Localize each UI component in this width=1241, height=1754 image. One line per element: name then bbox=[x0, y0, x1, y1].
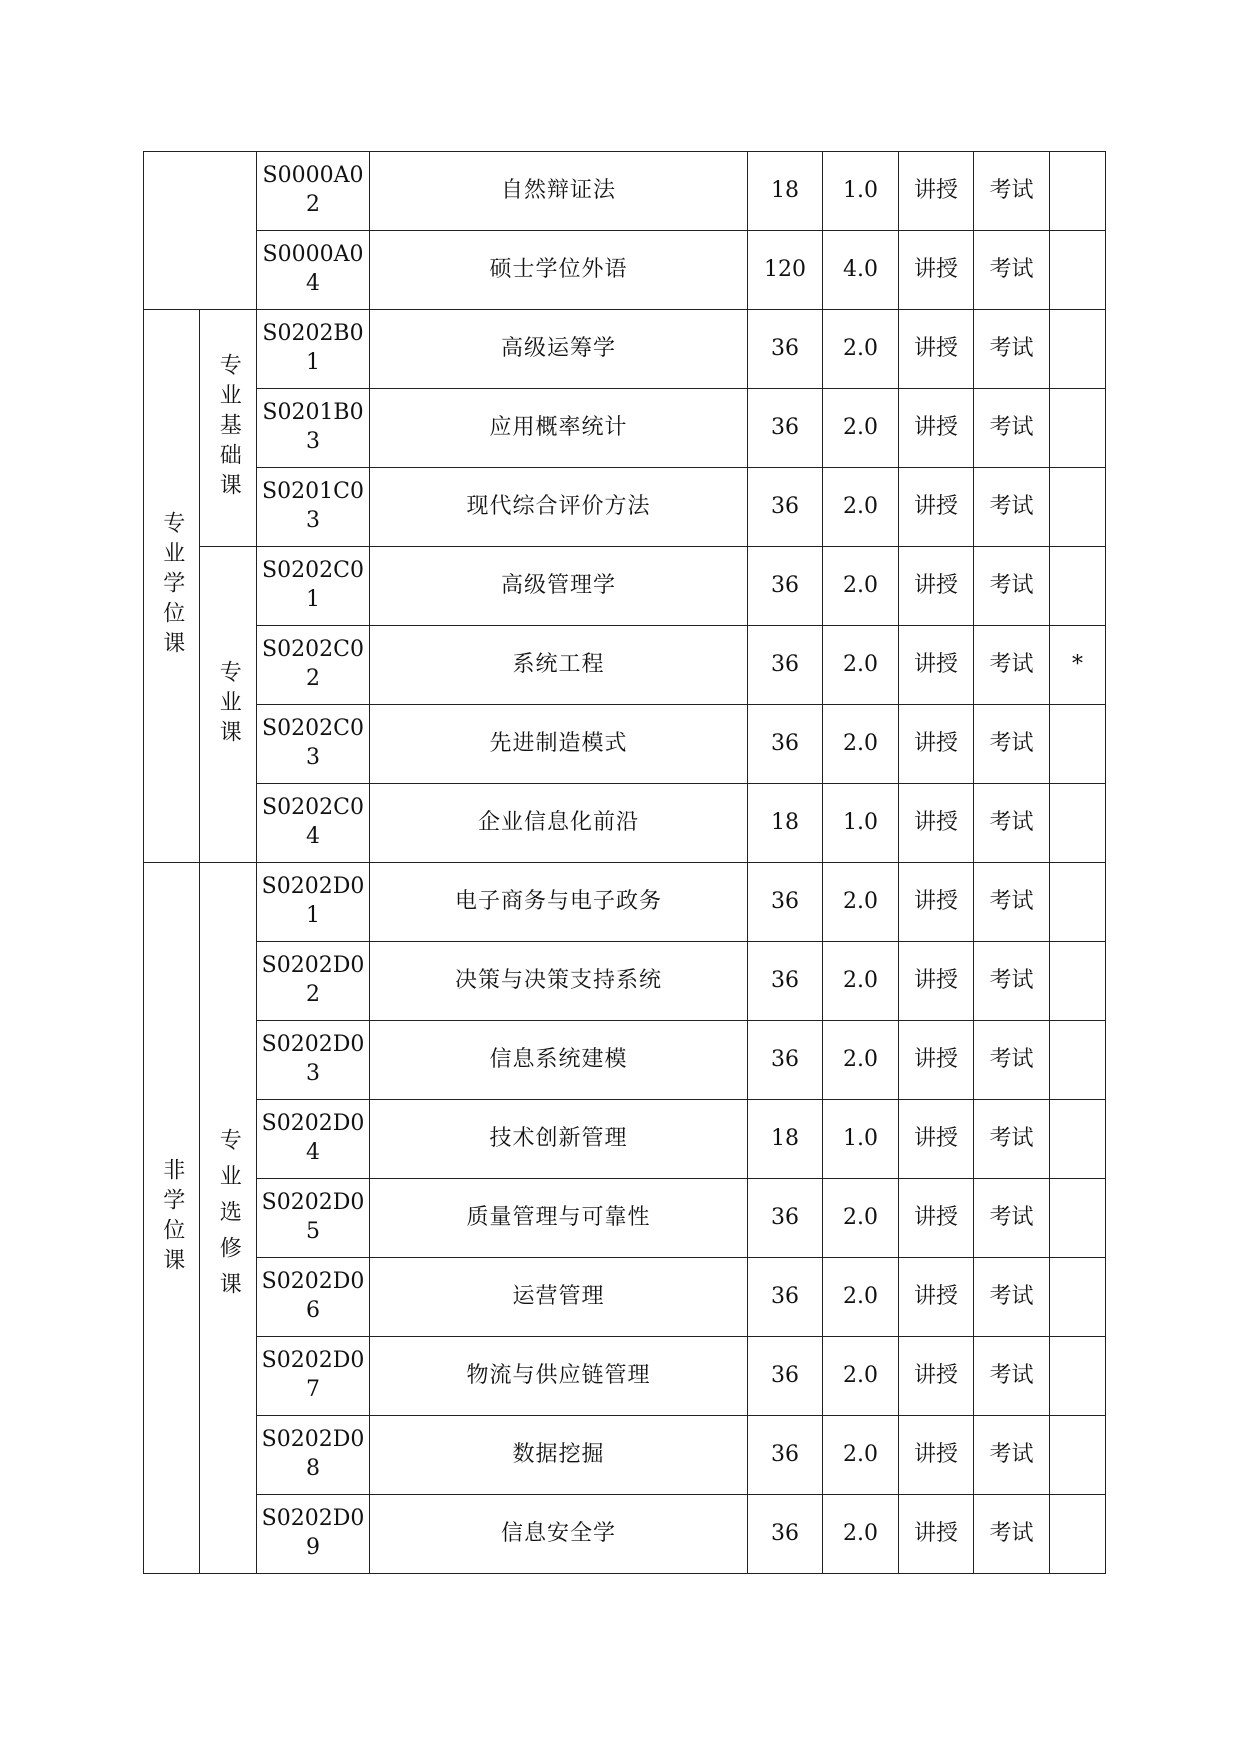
course-code-cell: S0202B01 bbox=[257, 310, 370, 389]
note-mark-cell bbox=[1050, 468, 1106, 547]
table-row bbox=[144, 942, 1106, 1021]
assessment-cell: 考试 bbox=[974, 1021, 1050, 1100]
table-row bbox=[144, 1258, 1106, 1337]
teaching-method-cell: 讲授 bbox=[899, 1416, 974, 1495]
assessment-cell: 考试 bbox=[974, 1495, 1050, 1574]
assessment-cell: 考试 bbox=[974, 626, 1050, 705]
course-hours-cell: 18 bbox=[748, 784, 823, 863]
course-code-cell: S0202D04 bbox=[257, 1100, 370, 1179]
teaching-method-cell: 讲授 bbox=[899, 1258, 974, 1337]
course-hours-cell: 120 bbox=[748, 231, 823, 310]
teaching-method-cell: 讲授 bbox=[899, 547, 974, 626]
course-name-cell: 高级管理学 bbox=[370, 547, 748, 626]
table-row bbox=[144, 784, 1106, 863]
note-mark-cell bbox=[1050, 705, 1106, 784]
teaching-method-cell: 讲授 bbox=[899, 626, 974, 705]
course-credits-cell: 2.0 bbox=[823, 1179, 899, 1258]
course-name-cell: 信息安全学 bbox=[370, 1495, 748, 1574]
course-credits-cell: 2.0 bbox=[823, 468, 899, 547]
table-row bbox=[144, 1495, 1106, 1574]
course-code-cell: S0202C03 bbox=[257, 705, 370, 784]
note-mark-cell bbox=[1050, 1416, 1106, 1495]
subgroup-major-course: 专业课 bbox=[200, 547, 257, 863]
course-credits-cell: 2.0 bbox=[823, 389, 899, 468]
table-row bbox=[144, 705, 1106, 784]
assessment-cell: 考试 bbox=[974, 310, 1050, 389]
note-mark-cell bbox=[1050, 1495, 1106, 1574]
teaching-method-cell: 讲授 bbox=[899, 942, 974, 1021]
table-row bbox=[144, 626, 1106, 705]
course-credits-cell: 1.0 bbox=[823, 784, 899, 863]
course-hours-cell: 36 bbox=[748, 310, 823, 389]
course-name-cell: 物流与供应链管理 bbox=[370, 1337, 748, 1416]
teaching-method-cell: 讲授 bbox=[899, 705, 974, 784]
course-credits-cell: 2.0 bbox=[823, 1021, 899, 1100]
note-mark-cell bbox=[1050, 1258, 1106, 1337]
teaching-method-cell: 讲授 bbox=[899, 231, 974, 310]
assessment-cell: 考试 bbox=[974, 863, 1050, 942]
course-code-cell: S0201B03 bbox=[257, 389, 370, 468]
note-mark-cell bbox=[1050, 547, 1106, 626]
course-code-cell: S0202D01 bbox=[257, 863, 370, 942]
course-hours-cell: 36 bbox=[748, 547, 823, 626]
note-mark-cell bbox=[1050, 863, 1106, 942]
table-row bbox=[144, 1416, 1106, 1495]
course-credits-cell: 2.0 bbox=[823, 547, 899, 626]
table-row bbox=[144, 310, 1106, 389]
note-mark-cell bbox=[1050, 389, 1106, 468]
course-code-cell: S0202D07 bbox=[257, 1337, 370, 1416]
table-row bbox=[144, 231, 1106, 310]
course-name-cell: 运营管理 bbox=[370, 1258, 748, 1337]
course-hours-cell: 36 bbox=[748, 863, 823, 942]
assessment-cell: 考试 bbox=[974, 784, 1050, 863]
course-credits-cell: 2.0 bbox=[823, 942, 899, 1021]
course-name-cell: 决策与决策支持系统 bbox=[370, 942, 748, 1021]
table-row bbox=[144, 152, 1106, 231]
course-credits-cell: 2.0 bbox=[823, 705, 899, 784]
assessment-cell: 考试 bbox=[974, 942, 1050, 1021]
teaching-method-cell: 讲授 bbox=[899, 389, 974, 468]
course-name-cell: 硕士学位外语 bbox=[370, 231, 748, 310]
course-code-cell: S0202C01 bbox=[257, 547, 370, 626]
table-row bbox=[144, 1100, 1106, 1179]
table-row bbox=[144, 389, 1106, 468]
assessment-cell: 考试 bbox=[974, 1416, 1050, 1495]
teaching-method-cell: 讲授 bbox=[899, 863, 974, 942]
course-credits-cell: 2.0 bbox=[823, 863, 899, 942]
course-name-cell: 企业信息化前沿 bbox=[370, 784, 748, 863]
course-code-cell: S0202D02 bbox=[257, 942, 370, 1021]
assessment-cell: 考试 bbox=[974, 152, 1050, 231]
assessment-cell: 考试 bbox=[974, 389, 1050, 468]
course-hours-cell: 36 bbox=[748, 626, 823, 705]
course-name-cell: 技术创新管理 bbox=[370, 1100, 748, 1179]
course-code-cell: S0202D09 bbox=[257, 1495, 370, 1574]
table-row bbox=[144, 863, 1106, 942]
teaching-method-cell: 讲授 bbox=[899, 1337, 974, 1416]
course-credits-cell: 2.0 bbox=[823, 1258, 899, 1337]
table-body bbox=[144, 152, 1106, 1574]
course-credits-cell: 1.0 bbox=[823, 152, 899, 231]
teaching-method-cell: 讲授 bbox=[899, 784, 974, 863]
course-hours-cell: 36 bbox=[748, 942, 823, 1021]
teaching-method-cell: 讲授 bbox=[899, 310, 974, 389]
teaching-method-cell: 讲授 bbox=[899, 1100, 974, 1179]
table-row bbox=[144, 1021, 1106, 1100]
course-name-cell: 电子商务与电子政务 bbox=[370, 863, 748, 942]
assessment-cell: 考试 bbox=[974, 1337, 1050, 1416]
course-code-cell: S0202D06 bbox=[257, 1258, 370, 1337]
course-code-cell: S0000A04 bbox=[257, 231, 370, 310]
course-name-cell: 质量管理与可靠性 bbox=[370, 1179, 748, 1258]
note-mark-cell bbox=[1050, 1179, 1106, 1258]
course-code-cell: S0202D08 bbox=[257, 1416, 370, 1495]
teaching-method-cell: 讲授 bbox=[899, 468, 974, 547]
course-credits-cell: 2.0 bbox=[823, 1337, 899, 1416]
note-mark-cell bbox=[1050, 942, 1106, 1021]
course-hours-cell: 36 bbox=[748, 1258, 823, 1337]
course-name-cell: 信息系统建模 bbox=[370, 1021, 748, 1100]
course-hours-cell: 36 bbox=[748, 1021, 823, 1100]
course-hours-cell: 36 bbox=[748, 389, 823, 468]
course-code-cell: S0202C04 bbox=[257, 784, 370, 863]
table-row bbox=[144, 547, 1106, 626]
assessment-cell: 考试 bbox=[974, 468, 1050, 547]
course-credits-cell: 2.0 bbox=[823, 1416, 899, 1495]
course-table bbox=[143, 151, 1106, 1574]
course-credits-cell: 2.0 bbox=[823, 626, 899, 705]
course-name-cell: 现代综合评价方法 bbox=[370, 468, 748, 547]
note-mark-cell: * bbox=[1050, 626, 1106, 705]
course-name-cell: 数据挖掘 bbox=[370, 1416, 748, 1495]
course-hours-cell: 36 bbox=[748, 1179, 823, 1258]
course-code-cell: S0202D05 bbox=[257, 1179, 370, 1258]
subgroup-major-basic: 专业基础课 bbox=[200, 310, 257, 547]
note-mark-cell bbox=[1050, 1337, 1106, 1416]
note-mark-cell bbox=[1050, 152, 1106, 231]
assessment-cell: 考试 bbox=[974, 231, 1050, 310]
assessment-cell: 考试 bbox=[974, 547, 1050, 626]
assessment-cell: 考试 bbox=[974, 1258, 1050, 1337]
note-mark-cell bbox=[1050, 1100, 1106, 1179]
course-credits-cell: 2.0 bbox=[823, 1495, 899, 1574]
table-row bbox=[144, 1179, 1106, 1258]
course-code-cell: S0202C02 bbox=[257, 626, 370, 705]
course-credits-cell: 1.0 bbox=[823, 1100, 899, 1179]
course-name-cell: 系统工程 bbox=[370, 626, 748, 705]
course-code-cell: S0201C03 bbox=[257, 468, 370, 547]
course-name-cell: 应用概率统计 bbox=[370, 389, 748, 468]
note-mark-cell bbox=[1050, 310, 1106, 389]
teaching-method-cell: 讲授 bbox=[899, 152, 974, 231]
assessment-cell: 考试 bbox=[974, 1100, 1050, 1179]
group-major-degree: 专业学位课 bbox=[144, 310, 200, 863]
course-hours-cell: 18 bbox=[748, 1100, 823, 1179]
course-code-cell: S0202D03 bbox=[257, 1021, 370, 1100]
assessment-cell: 考试 bbox=[974, 1179, 1050, 1258]
course-hours-cell: 36 bbox=[748, 1495, 823, 1574]
course-hours-cell: 36 bbox=[748, 468, 823, 547]
course-credits-cell: 2.0 bbox=[823, 310, 899, 389]
course-hours-cell: 36 bbox=[748, 705, 823, 784]
course-credits-cell: 4.0 bbox=[823, 231, 899, 310]
table-row bbox=[144, 1337, 1106, 1416]
course-hours-cell: 18 bbox=[748, 152, 823, 231]
subgroup-major-elective: 专业选修课 bbox=[200, 863, 257, 1574]
table-row bbox=[144, 468, 1106, 547]
course-name-cell: 高级运筹学 bbox=[370, 310, 748, 389]
course-code-cell: S0000A02 bbox=[257, 152, 370, 231]
group-non-degree: 非学位课 bbox=[144, 863, 200, 1574]
assessment-cell: 考试 bbox=[974, 705, 1050, 784]
note-mark-cell bbox=[1050, 784, 1106, 863]
teaching-method-cell: 讲授 bbox=[899, 1179, 974, 1258]
teaching-method-cell: 讲授 bbox=[899, 1495, 974, 1574]
course-name-cell: 先进制造模式 bbox=[370, 705, 748, 784]
group-cell-general bbox=[144, 152, 257, 310]
course-name-cell: 自然辩证法 bbox=[370, 152, 748, 231]
note-mark-cell bbox=[1050, 231, 1106, 310]
note-mark-cell bbox=[1050, 1021, 1106, 1100]
course-hours-cell: 36 bbox=[748, 1416, 823, 1495]
teaching-method-cell: 讲授 bbox=[899, 1021, 974, 1100]
course-hours-cell: 36 bbox=[748, 1337, 823, 1416]
